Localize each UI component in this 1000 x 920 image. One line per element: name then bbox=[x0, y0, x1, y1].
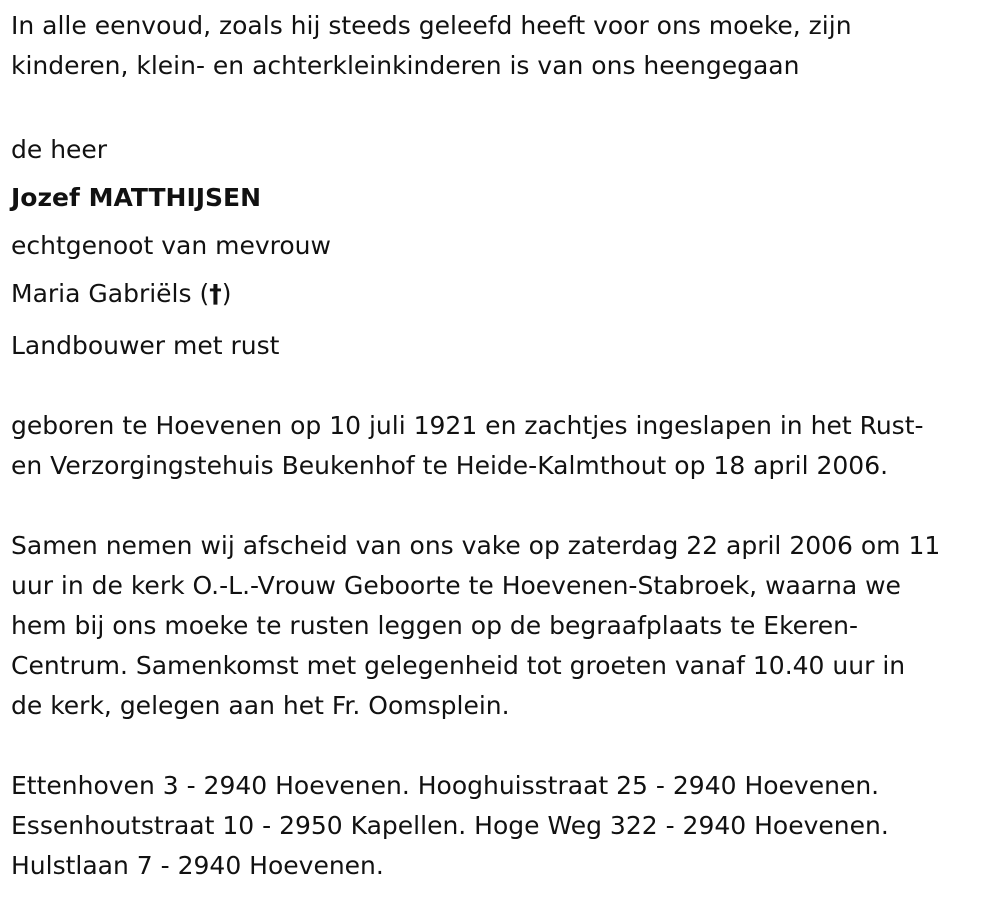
farewell-line-3: hem bij ons moeke te rusten leggen op de begraafplaats te Ekeren- bbox=[11, 611, 859, 640]
spouse-name: Maria Gabriëls ( bbox=[11, 279, 210, 308]
spacer bbox=[11, 726, 990, 766]
spacer bbox=[11, 366, 990, 406]
spacer bbox=[11, 486, 990, 526]
spouse-name-close: ) bbox=[221, 279, 232, 308]
farewell-line-5: de kerk, gelegen aan het Fr. Oomsplein. bbox=[11, 691, 510, 720]
spouse-line bbox=[11, 270, 990, 318]
intro-line-1: In alle eenvoud, zoals hij steeds geleefd heeft voor ons moeke, zijn bbox=[11, 11, 852, 40]
farewell-line-4: Centrum. Samenkomst met gelegenheid tot groeten vanaf 10.40 uur in bbox=[11, 651, 906, 680]
occupation: Landbouwer met rust bbox=[11, 331, 280, 360]
address-line-2: Essenhoutstraat 10 - 2950 Kapellen. Hoge Weg 322 - 2940 Hoevenen. bbox=[11, 811, 889, 840]
address-line-1: Ettenhoven 3 - 2940 Hoevenen. Hooghuisstraat 25 - 2940 Hoevenen. bbox=[11, 771, 880, 800]
birth-death-line-1: geboren te Hoevenen op 10 juli 1921 en zachtjes ingeslapen in het Rust- bbox=[11, 411, 924, 440]
spacer bbox=[11, 86, 990, 126]
spacer bbox=[11, 318, 990, 326]
farewell-line-1: Samen nemen wij afscheid van ons vake op zaterdag 22 april 2006 om 11 bbox=[11, 531, 941, 560]
cross-icon: † bbox=[209, 279, 222, 308]
salutation: de heer bbox=[11, 135, 108, 164]
deceased-name: Jozef MATTHIJSEN bbox=[11, 183, 262, 212]
intro-line-2: kinderen, klein- en achterkleinkinderen is van ons heengegaan bbox=[11, 51, 800, 80]
spouse-intro: echtgenoot van mevrouw bbox=[11, 231, 331, 260]
farewell-line-2: uur in de kerk O.-L.-Vrouw Geboorte te Hoevenen-Stabroek, waarna we bbox=[11, 571, 901, 600]
birth-death-line-2: en Verzorgingstehuis Beukenhof te Heide-Kalmthout op 18 april 2006. bbox=[11, 451, 889, 480]
address-line-3: Hulstlaan 7 - 2940 Hoevenen. bbox=[11, 851, 384, 880]
